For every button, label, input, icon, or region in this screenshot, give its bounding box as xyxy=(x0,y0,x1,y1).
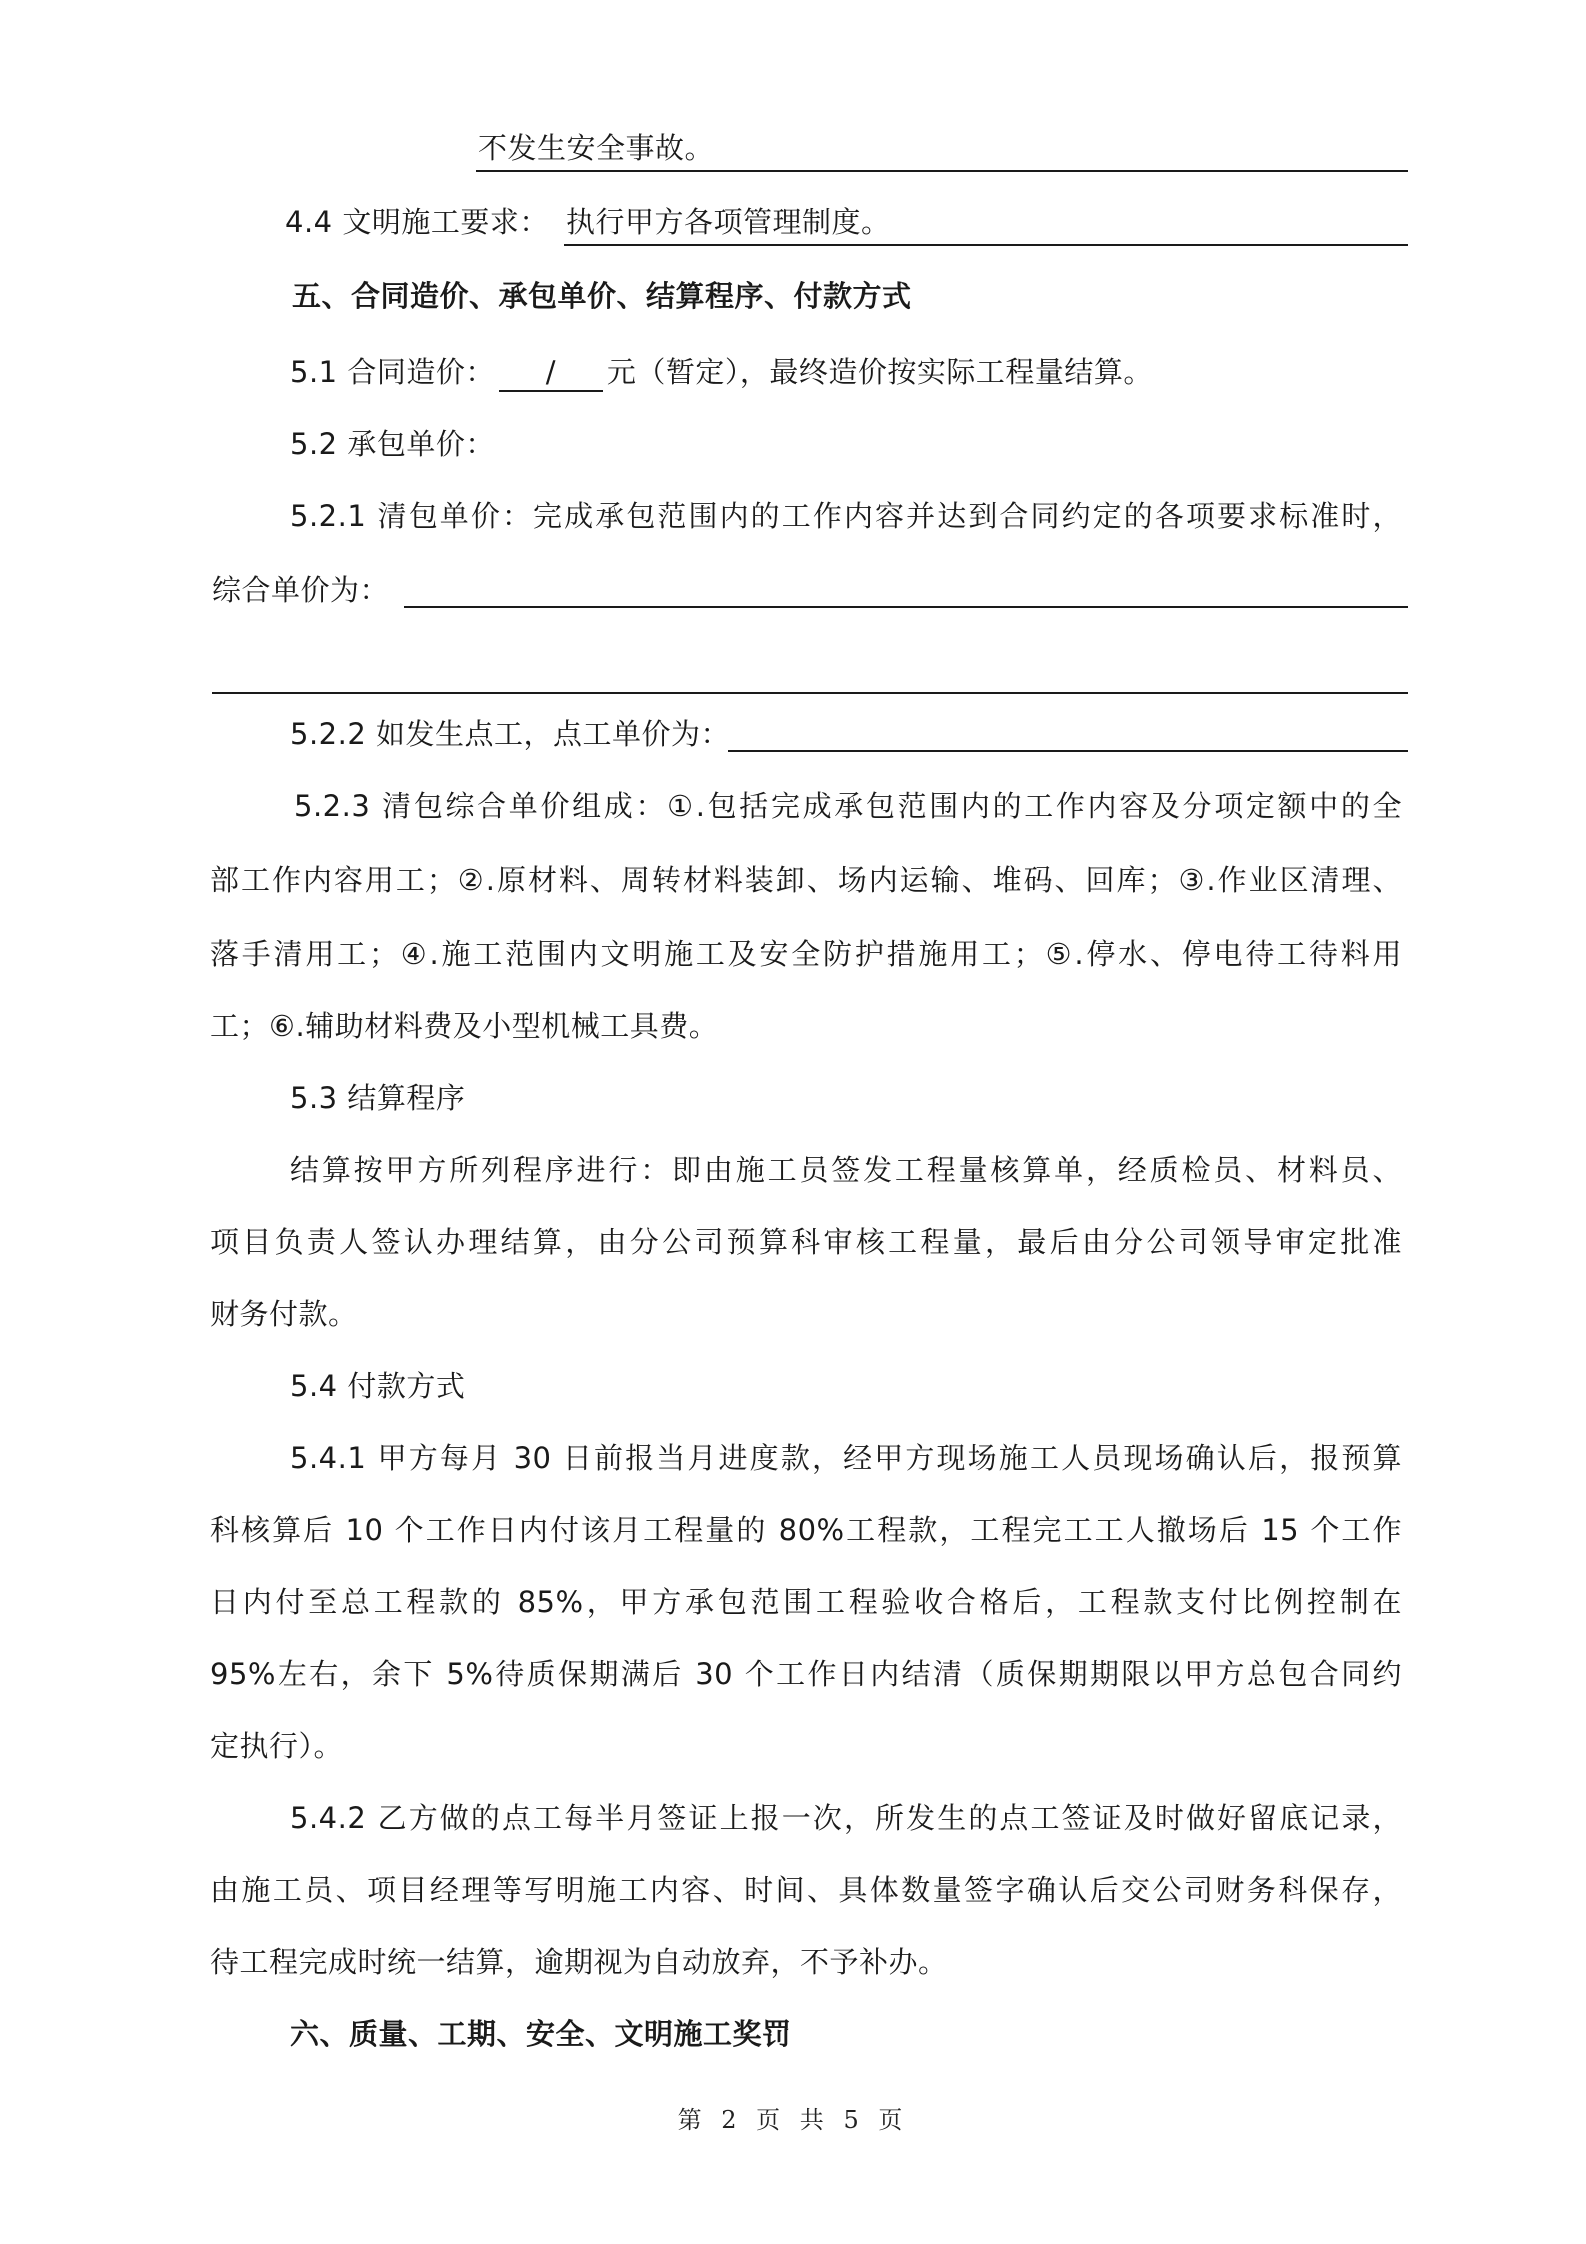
clause-5-4-2-line: 5.4.2 乙方做的点工每半月签证上报一次，所发生的点工签证及时做好留底记录， xyxy=(290,1801,1402,1835)
clause-5-2-2: 5.2.2 如发生点工，点工单价为： xyxy=(290,717,731,751)
clause-5-2-3-line: 5.2.3 清包综合单价组成：①.包括完成承包范围内的工作内容及分项定额中的全 xyxy=(294,789,1402,823)
clause-5-4-1-line: 定执行）。 xyxy=(210,1729,344,1763)
clause-5-3: 5.3 结算程序 xyxy=(290,1081,466,1115)
day-labor-price-blank xyxy=(728,750,1408,752)
page-number-footer: 第 2 页 共 5 页 xyxy=(677,2106,909,2134)
clause-5-4-1-line: 科核算后 10 个工作日内付该月工程量的 80%工程款，工程完工工人撤场后 15 个工作 xyxy=(210,1513,1402,1547)
clause-5-4-1-line: 5.4.1 甲方每月 30 日前报当月进度款，经甲方现场施工人员现场确认后，报预算 xyxy=(290,1441,1402,1475)
settlement-line: 财务付款。 xyxy=(210,1297,358,1331)
text-line: 不发生安全事故。 xyxy=(478,131,715,165)
clause-5-2-3-line: 工；⑥.辅助材料费及小型机械工具费。 xyxy=(210,1009,719,1043)
clause-5-2: 5.2 承包单价： xyxy=(290,427,495,461)
clause-5-2-1: 5.2.1 清包单价：完成承包范围内的工作内容并达到合同约定的各项要求标准时， xyxy=(290,499,1402,533)
clause-5-4: 5.4 付款方式 xyxy=(290,1369,466,1403)
unit-price-label: 综合单价为： xyxy=(212,573,390,607)
settlement-line: 项目负责人签认办理结算，由分公司预算科审核工程量，最后由分公司领导审定批准 xyxy=(210,1225,1402,1259)
clause-5-4-2-line: 待工程完成时统一结算，逾期视为自动放弃，不予补办。 xyxy=(210,1945,948,1979)
clause-5-2-3-line: 部工作内容用工；②.原材料、周转材料装卸、场内运输、堆码、回库；③.作业区清理、 xyxy=(210,863,1402,897)
section-heading-6: 六、质量、工期、安全、文明施工奖罚 xyxy=(290,2017,792,2051)
underline xyxy=(476,170,1408,172)
clause-4-4-label: 4.4 文明施工要求： xyxy=(285,205,549,239)
unit-price-blank xyxy=(404,606,1408,608)
clause-5-4-1-line: 日内付至总工程款的 85%，甲方承包范围工程验收合格后，工程款支付比例控制在 xyxy=(210,1585,1402,1619)
blank-line xyxy=(212,692,1408,694)
clause-5-1 xyxy=(290,352,1153,392)
clause-4-4-value: 执行甲方各项管理制度。 xyxy=(566,205,891,239)
section-heading-5: 五、合同造价、承包单价、结算程序、付款方式 xyxy=(292,279,912,313)
settlement-line: 结算按甲方所列程序进行：即由施工员签发工程量核算单，经质检员、材料员、 xyxy=(290,1153,1402,1187)
clause-5-4-2-line: 由施工员、项目经理等写明施工内容、时间、具体数量签字确认后交公司财务科保存， xyxy=(210,1873,1402,1907)
clause-5-2-3-line: 落手清用工；④.施工范围内文明施工及安全防护措施用工；⑤.停水、停电待工待料用 xyxy=(210,937,1402,971)
contract-price-blank: / xyxy=(499,354,603,392)
clause-5-1-prefix: 5.1 合同造价： xyxy=(290,355,495,389)
clause-5-4-1-line: 95%左右，余下 5%待质保期满后 30 个工作日内结清（质保期期限以甲方总包合同约 xyxy=(210,1657,1402,1691)
underline xyxy=(564,244,1408,246)
clause-5-1-suffix: 元（暂定），最终造价按实际工程量结算。 xyxy=(606,355,1153,389)
